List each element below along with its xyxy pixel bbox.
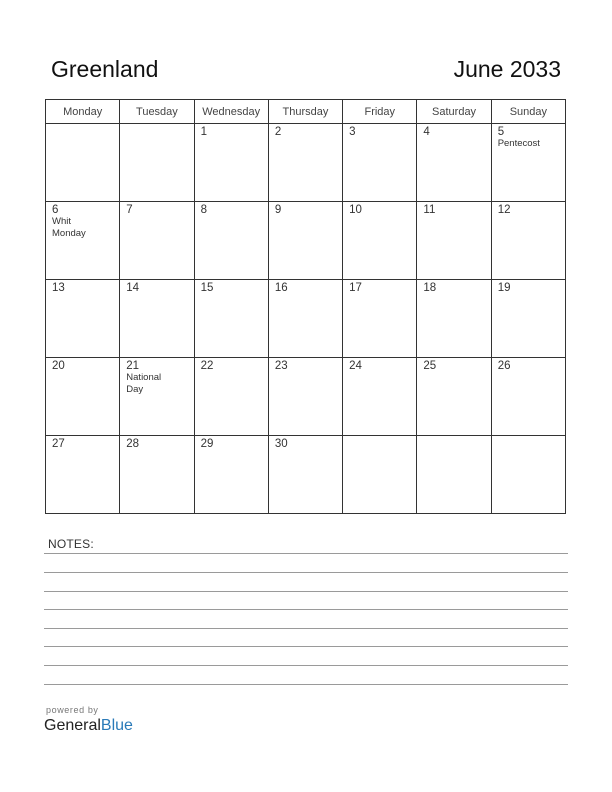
calendar-day-cell [343, 280, 417, 358]
day-number: 28 [126, 438, 140, 450]
holiday-label: Whit Monday [52, 216, 86, 239]
note-line [44, 553, 568, 554]
day-number: 17 [349, 282, 362, 294]
calendar-day-cell [417, 124, 491, 202]
calendar-week-row [46, 436, 566, 514]
calendar-day-cell [491, 358, 565, 436]
day-number: 30 [274, 438, 288, 450]
calendar-day-cell [194, 202, 268, 280]
day-number: 11 [423, 204, 436, 216]
calendar-day-cell [268, 280, 342, 358]
weekday-header-row [46, 100, 566, 124]
calendar-day-cell [417, 358, 491, 436]
weekday-header: Tuesday [120, 100, 194, 124]
calendar-grid [45, 99, 566, 514]
day-number: 13 [52, 282, 65, 294]
calendar-day-cell [194, 280, 268, 358]
calendar-day-cell [46, 202, 120, 280]
calendar-day-cell [417, 436, 491, 514]
note-line [44, 628, 568, 629]
note-line [44, 665, 568, 666]
note-line [44, 572, 568, 573]
day-number: 1 [200, 126, 207, 138]
weekday-header: Sunday [491, 100, 565, 124]
brand-logo-general: General [44, 717, 101, 734]
calendar-day-cell [343, 358, 417, 436]
calendar-month-title: June 2033 [453, 56, 561, 82]
calendar-week-row [46, 124, 566, 202]
day-number: 8 [200, 204, 207, 216]
calendar-day-cell [343, 124, 417, 202]
calendar-day-cell [194, 358, 268, 436]
calendar-week-row [46, 202, 566, 280]
day-number: 3 [349, 126, 356, 138]
day-number: 26 [497, 360, 511, 372]
calendar-day-cell [491, 202, 565, 280]
day-number: 19 [497, 282, 511, 294]
weekday-header: Saturday [417, 100, 491, 124]
holiday-label: Pentecost [497, 138, 540, 149]
day-number: 24 [349, 360, 362, 372]
calendar-day-cell [343, 202, 417, 280]
day-number: 14 [126, 282, 140, 294]
weekday-header: Thursday [268, 100, 342, 124]
calendar-day-cell [268, 202, 342, 280]
day-number: 23 [274, 360, 288, 372]
weekday-header: Wednesday [194, 100, 268, 124]
powered-by-text: powered by [46, 705, 99, 715]
day-number: 12 [497, 204, 511, 216]
calendar-day-cell [417, 202, 491, 280]
note-line [44, 609, 568, 610]
calendar-day-cell [491, 124, 565, 202]
brand-logo-blue: Blue [100, 717, 133, 734]
weekday-header: Monday [46, 100, 120, 124]
calendar-day-cell [120, 358, 194, 436]
calendar-day-cell [268, 124, 342, 202]
day-number: 4 [423, 126, 430, 138]
weekday-header: Friday [343, 100, 417, 124]
notes-label: NOTES: [48, 537, 94, 551]
calendar-day-cell [120, 202, 194, 280]
day-number: 16 [274, 282, 288, 294]
day-number: 21 [126, 360, 140, 372]
day-number: 29 [200, 438, 214, 450]
calendar-day-cell [491, 436, 565, 514]
day-number: 5 [497, 126, 505, 138]
calendar-day-cell [120, 124, 194, 202]
calendar-day-cell [194, 436, 268, 514]
day-number: 22 [200, 360, 214, 372]
calendar-week-row [46, 358, 566, 436]
calendar-week-row [46, 280, 566, 358]
calendar-country-title: Greenland [51, 56, 159, 82]
day-number: 15 [200, 282, 214, 294]
brand-logo[interactable] [44, 717, 133, 735]
calendar-day-cell [46, 436, 120, 514]
note-line [44, 684, 568, 685]
day-number: 6 [52, 204, 59, 216]
calendar-day-cell [46, 124, 120, 202]
day-number: 9 [274, 204, 282, 216]
calendar-day-cell [268, 358, 342, 436]
calendar-day-cell [46, 358, 120, 436]
day-number: 20 [52, 360, 65, 372]
calendar-day-cell [417, 280, 491, 358]
note-line [44, 591, 568, 592]
calendar-day-cell [268, 436, 342, 514]
day-number: 2 [274, 126, 282, 138]
day-number: 7 [126, 204, 133, 216]
day-number: 18 [423, 282, 437, 294]
calendar-day-cell [46, 280, 120, 358]
day-number: 27 [52, 438, 65, 450]
note-line [44, 646, 568, 647]
calendar-day-cell [491, 280, 565, 358]
holiday-label: National Day [126, 372, 162, 395]
calendar-day-cell [120, 280, 194, 358]
calendar-day-cell [120, 436, 194, 514]
day-number: 10 [349, 204, 362, 216]
calendar-day-cell [194, 124, 268, 202]
day-number: 25 [423, 360, 437, 372]
calendar-day-cell [343, 436, 417, 514]
